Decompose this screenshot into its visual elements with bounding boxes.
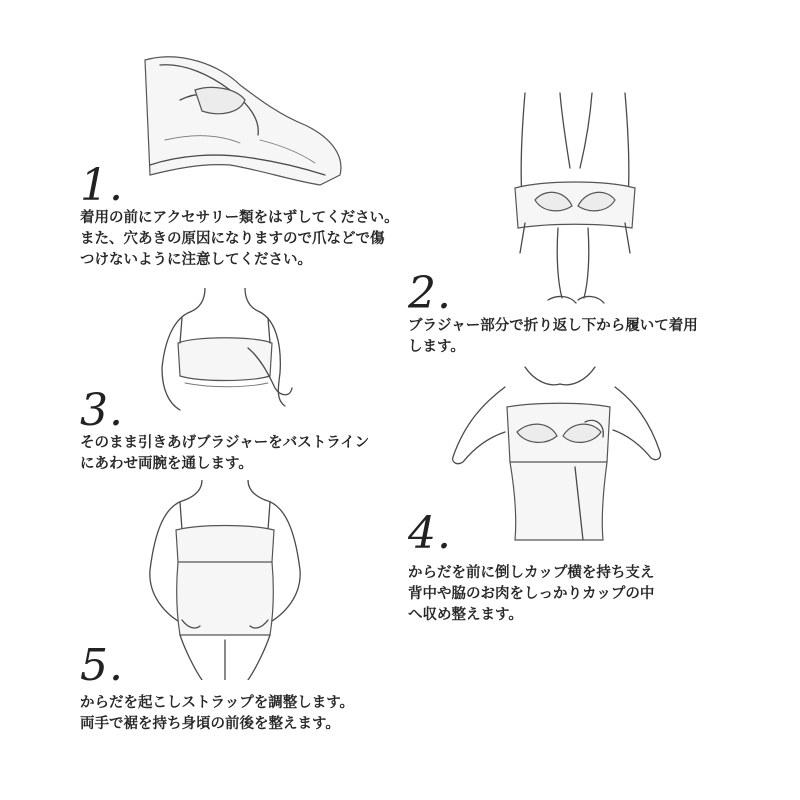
step1-line: 着用の前にアクセサリー類をはずしてください。 (80, 210, 399, 226)
step4-line: からだを前に倒しカップ横を持ち支え (408, 565, 655, 581)
step3-line: にあわせ両腕を通します。 (80, 456, 253, 472)
step2-illustration-stepping-in (500, 88, 650, 313)
step1-line: つけないように注意してください。 (80, 252, 312, 268)
step5-number: 5. (80, 640, 124, 691)
step2-line: ブラジャー部分で折り返し下から履いて着用 (408, 318, 698, 334)
step1-instructions (80, 208, 399, 271)
step4-illustration-adjust-cups (445, 362, 670, 542)
step3-instructions (80, 433, 369, 475)
step4-instructions (408, 563, 654, 626)
step1-illustration-hands (140, 45, 350, 195)
step3-illustration-pulling-up (150, 288, 300, 418)
step4-line: へ収め整えます。 (408, 607, 523, 623)
step3-number: 3. (80, 385, 124, 436)
step3-line: そのまま引きあげブラジャーをバストライン (80, 435, 370, 451)
step4-number: 4. (408, 508, 452, 559)
step2-number: 2. (408, 268, 452, 319)
step5-illustration-final-adjust (140, 480, 310, 680)
step2-line: します。 (408, 339, 465, 355)
step5-line: からだを起こしストラップを調整します。 (80, 695, 355, 711)
step5-instructions (80, 693, 354, 735)
step2-instructions (408, 316, 698, 358)
step1-line: また、穴あきの原因になりますので爪などで傷 (80, 231, 385, 247)
step4-line: 背中や脇のお肉をしっかりカップの中 (408, 586, 655, 602)
step1-number: 1. (80, 160, 124, 211)
step5-line: 両手で裾を持ち身頃の前後を整えます。 (80, 716, 340, 732)
